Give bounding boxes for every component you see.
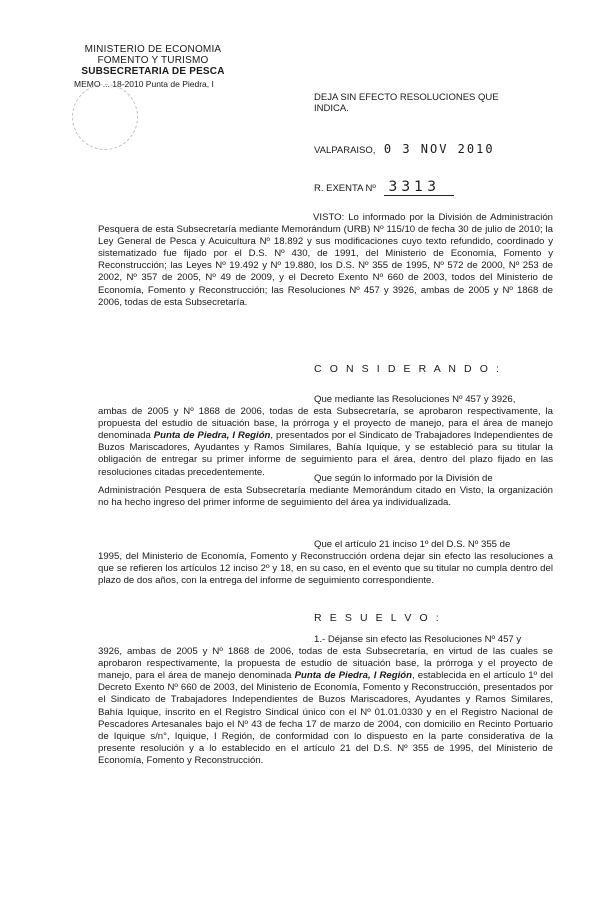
memo-reference: MEMO ... 18-2010 Punta de Piedra, I (74, 79, 214, 89)
considerando-p2-lead: Que según lo informado por la División de (314, 473, 493, 484)
subject (314, 92, 554, 114)
subject-line-1: DEJA SIN EFECTO RESOLUCIONES QUE (314, 92, 499, 103)
exenta-number: 3313 (384, 179, 454, 196)
ministry-name: MINISTERIO DE ECONOMIA (84, 44, 222, 55)
ministry-header (68, 44, 238, 77)
resuelvo-p1-text-b: , establecida en el artículo 1º del Decreto Exento Nº 660 de 2003, del Ministerio de Economía, Fomento y Reconstrucción, presentados por el Sindicato de Trabajadores Independientes de Buzos Mariscadores, Ayudantes y Ramos Similares, Bahía Iquique, inscrito en el Registro Sindical único con el Nº 01.01.0330 y en el Registro Nacional de Pescadores Artesanales bajo el Nº 43 de fecha 17 de marzo de 2004, con domicilio en Recinto Portuario de Iquique s/n°, Iquique, I Región, de conformidad con lo dispuesto en la parte considerativa de la presente resolución y a lo establecido en el artículo 21 del D.S. Nº 355 de 1995, del Ministerio de Economía, Fomento y Reconstrucción. (98, 670, 553, 766)
considerando-p1-body (98, 406, 553, 479)
resuelvo-p1-text-a: 3926, ambas de 2005 y Nº 1868 de 2006, todas de esta Subsecretaría, en virtud de las cuales se aprobaron respectivamente, la propuesta de estudio de situación base, la prórroga y el proyecto de manejo, para el área de manejo denominada (98, 646, 553, 682)
resuelvo-heading: R E S U E L V O : (314, 612, 442, 624)
considerando-p3-lead: Que el artículo 21 inciso 1º del D.S. Nº 355 de (314, 539, 511, 550)
area-name-emphasis: Punta de Piedra, I Región (153, 430, 271, 442)
resuelvo-p1-lead: 1.- Déjanse sin efecto las Resoluciones Nº 457 y (314, 634, 522, 645)
resuelvo-paragraph-1 (98, 634, 553, 767)
considerando-p1-text-a: ambas de 2005 y Nº 1868 de 2006, todas de esta Subsecretaría, se aprobaron respectivamente, la propuesta del estudio de situación base, la prórroga y el proyecto de manejo, para el área de manejo denominada (98, 406, 553, 442)
subject-line-2: INDICA. (314, 103, 349, 114)
considerando-paragraph-3 (98, 539, 553, 587)
considerando-paragraph-2 (98, 473, 553, 509)
visto-text: Lo informado por la División de Administración Pesquera de esta Subsecretaría mediante Memorándum (URB) Nº 115/10 de fecha 30 de julio de 2010; la Ley General de Pesca y Acuicultura Nº 18.892 y sus modificaciones cuyo texto refundido, coordinado y sistematizado fue fijado por el D.S. Nº 430, de 1991, del Ministerio de Economía, Fomento y Reconstrucción; las Leyes Nº 19.492 y Nº 19.880, los D.S. Nº 355 de 1995, Nº 572 de 2000, Nº 253 de 2002, Nº 357 de 2005, Nº 49 de 2009, y el Decreto Exento Nº 660 de 2003, todos del Ministerio de Economía, Fomento y Reconstrucción; las Resoluciones Nº 457 y 3926, ambas de 2005 y Nº 1868 de 2006, todas de esta Subsecretaría. (98, 212, 553, 308)
considerando-p2-body: Administración Pesquera de esta Subsecretaría mediante Memorándum citado en Visto, la organización no ha hecho ingreso del primer informe de seguimiento del área ya individualizada. (98, 485, 553, 509)
subsecretaria-name: SUBSECRETARIA DE PESCA (81, 66, 225, 77)
visto-paragraph (98, 212, 553, 309)
date-stamp: 0 3 NOV 2010 (383, 142, 495, 156)
area-name-emphasis-2: Punta de Piedra, I Región (294, 670, 412, 682)
visto-label: VISTO: (313, 212, 345, 223)
considerando-p1-text-b: , presentados por el Sindicato de Trabajadores Independientes de Buzos Mariscadores, Ayudantes y Ramos Similares, Bahía Iquique, y se estableció para su titular la obligación de entregar su primer informe de seguimiento para el área, dentro del plazo fijado en las resoluciones citadas precedentemente. (98, 430, 553, 478)
considerando-p1-lead: Que mediante las Resoluciones Nº 457 y 3926, (314, 394, 516, 405)
considerando-heading: C O N S I D E R A N D O : (314, 363, 502, 375)
exenta-label: R. EXENTA Nº (314, 183, 376, 194)
considerando-paragraph-1 (98, 394, 553, 479)
ministry-subtitle: FOMENTO Y TURISMO (97, 55, 209, 66)
official-seal (72, 84, 138, 150)
exenta-line (314, 178, 574, 196)
city: VALPARAISO, (314, 145, 376, 156)
considerando-p3-body: 1995, del Ministerio de Economía, Fomento y Reconstrucción ordena dejar sin efecto las resoluciones a que se refieren los artículos 12 inciso 2º y 18, en su caso, en el evento que su titular no cumpla dentro del plazo de dos años, con la entrega del informe de seguimiento correspondiente. (98, 551, 553, 587)
place-date (314, 140, 574, 158)
resuelvo-p1-body (98, 646, 553, 767)
